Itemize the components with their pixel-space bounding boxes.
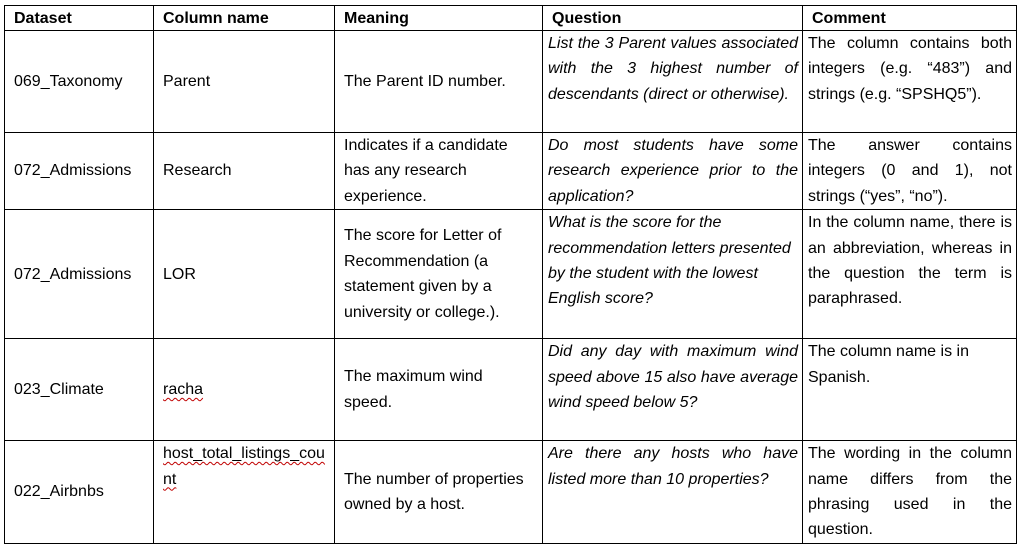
header-comment: Comment [803,6,1017,31]
cell-column-name [154,339,335,441]
table-header [5,6,1017,31]
cell-column-name [154,441,335,544]
column-name-text: host_total_listings_count [163,445,325,488]
question-text: Are there any hosts who have listed more than 10 properties? [548,445,798,488]
header-dataset: Dataset [5,6,154,31]
question-text: What is the score for the recommendation letters presented by the student with the lowest English score? [548,214,791,308]
cell-question [543,210,803,339]
cell-meaning: The Parent ID number. [335,31,543,133]
table-row [5,31,1017,133]
header-meaning: Meaning [335,6,543,31]
cell-dataset: 023_Climate [5,339,154,441]
table-row [5,339,1017,441]
cell-comment [803,339,1017,441]
table-row [5,133,1017,210]
header-question: Question [543,6,803,31]
cell-question [543,31,803,133]
cell-meaning: The number of properties owned by a host. [335,441,543,544]
cell-question [543,133,803,210]
cell-meaning: The maximum wind speed. [335,339,543,441]
data-table [4,5,1017,544]
cell-meaning: Indicates if a candidate has any research experience. [335,133,543,210]
cell-question [543,339,803,441]
cell-column-name: LOR [154,210,335,339]
cell-comment [803,210,1017,339]
cell-dataset: 069_Taxonomy [5,31,154,133]
cell-comment [803,133,1017,210]
table-body [5,31,1017,544]
comment-text: In the column name, there is an abbreviation, whereas in the question the term is paraphrased. [808,214,1012,308]
table-row [5,441,1017,544]
comment-text: The column name is in Spanish. [808,343,969,386]
comment-text: The column contains both integers (e.g. “483”) and strings (e.g. “SPSHQ5”). [808,35,1012,103]
question-text: Do most students have some research experience prior to the application? [548,137,798,205]
comment-text: The answer contains integers (0 and 1), not strings (“yes”, “no”). [808,137,1012,205]
cell-dataset: 072_Admissions [5,133,154,210]
header-row [5,6,1017,31]
table-row [5,210,1017,339]
cell-dataset: 022_Airbnbs [5,441,154,544]
cell-meaning: The score for Letter of Recommendation (a statement given by a university or college.). [335,210,543,339]
cell-question [543,441,803,544]
question-text: Did any day with maximum wind speed above 15 also have average wind speed below 5? [548,343,798,412]
cell-column-name: Research [154,133,335,210]
column-name-text: racha [163,381,204,399]
comment-text: The wording in the column name differs from the phrasing used in the question. [808,445,1012,539]
cell-comment [803,441,1017,544]
cell-column-name: Parent [154,31,335,133]
header-column-name: Column name [154,6,335,31]
cell-comment [803,31,1017,133]
question-text: List the 3 Parent values associated with the 3 highest number of descendants (direct or otherwise). [548,35,798,103]
cell-dataset: 072_Admissions [5,210,154,339]
